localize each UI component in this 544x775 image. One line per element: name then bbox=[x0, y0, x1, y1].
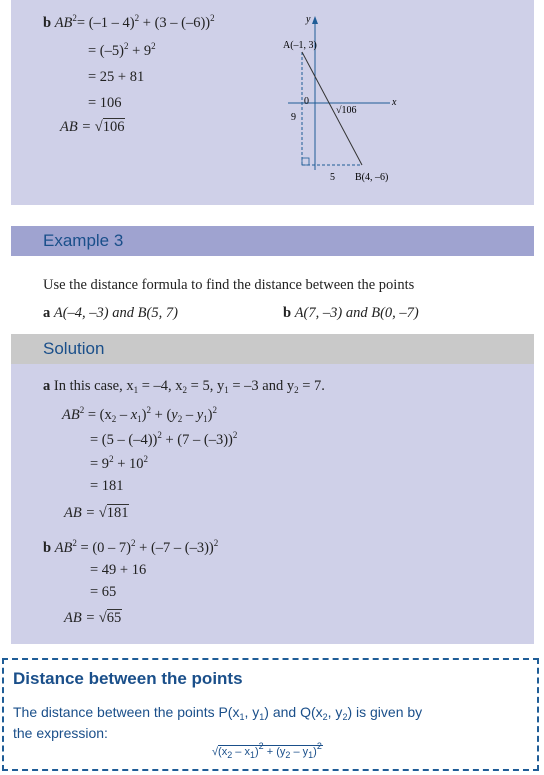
solution-b-line3: = 65 bbox=[90, 584, 117, 600]
hypotenuse-label: √106 bbox=[336, 105, 357, 116]
example-title: Example 3 bbox=[43, 231, 124, 250]
x-axis-label: x bbox=[392, 97, 397, 108]
right-angle-mark bbox=[302, 158, 309, 165]
example-intro: Use the distance formula to find the distance between the points bbox=[43, 277, 415, 293]
solution-a-line3: = $9^2 + 10^2$ bbox=[90, 454, 148, 472]
vertical-length-label: 9 bbox=[291, 112, 296, 123]
solution-b-result: AB = √65 bbox=[64, 610, 122, 626]
point-a-label: A(–1, 3) bbox=[283, 40, 317, 51]
solution-a-line1: $AB^2 = (x_2 - x_1)^2 + (y_2 - y_1)^2$ bbox=[62, 405, 217, 424]
part-b-line2: = $(-5)^2 + 9^2$ bbox=[88, 41, 156, 59]
part-b-line3: = 25 + 81 bbox=[88, 69, 145, 85]
callout-text-line1: The distance between the points $P(x_1$, $y_1$) and $Q(x_2$, $y_2$) is given by bbox=[13, 704, 423, 722]
distance-formula-expression: $√(x_2 - x_1)^2 + (y_2 - y_1)^2$ bbox=[212, 741, 322, 760]
origin-label: 0 bbox=[304, 96, 309, 107]
callout-title: Distance between the points bbox=[13, 669, 243, 688]
callout-text-line2: the expression: bbox=[13, 725, 108, 741]
solution-title: Solution bbox=[43, 339, 105, 358]
solution-a-line2: = (5 – (–4))$^2$ + (7 – (–3))$^2$ bbox=[90, 430, 238, 448]
example-part-a: a A(–4, –3) and B(5, 7) bbox=[43, 305, 178, 321]
horizontal-length-label: 5 bbox=[330, 172, 335, 183]
solution-a-result: AB = √181 bbox=[64, 505, 129, 521]
part-b-line1: b $AB^2= (-1 - 4)^2 + (3 - (-6))^2$ bbox=[43, 13, 215, 31]
y-axis-arrow bbox=[312, 16, 318, 24]
solution-a-line4: = 181 bbox=[90, 478, 124, 494]
solution-a-intro: a In this case, $x_1 = -4$, $x_2 = 5$, $y_1 = -3$ and $y_2 = 7$. bbox=[43, 378, 325, 395]
solution-b-line1: b $AB^2 = (0 - 7)^2 + (-7 - (-3))^2$ bbox=[43, 538, 219, 556]
distance-graph bbox=[280, 10, 430, 195]
example-part-b: b A(7, –3) and B(0, –7) bbox=[283, 305, 419, 321]
part-b-result: AB = √106 bbox=[60, 119, 125, 135]
part-b-line4: = 106 bbox=[88, 95, 122, 111]
y-axis-label: y bbox=[306, 14, 311, 25]
solution-b-line2: = 49 + 16 bbox=[90, 562, 147, 578]
point-b-label: B(4, –6) bbox=[355, 172, 389, 183]
